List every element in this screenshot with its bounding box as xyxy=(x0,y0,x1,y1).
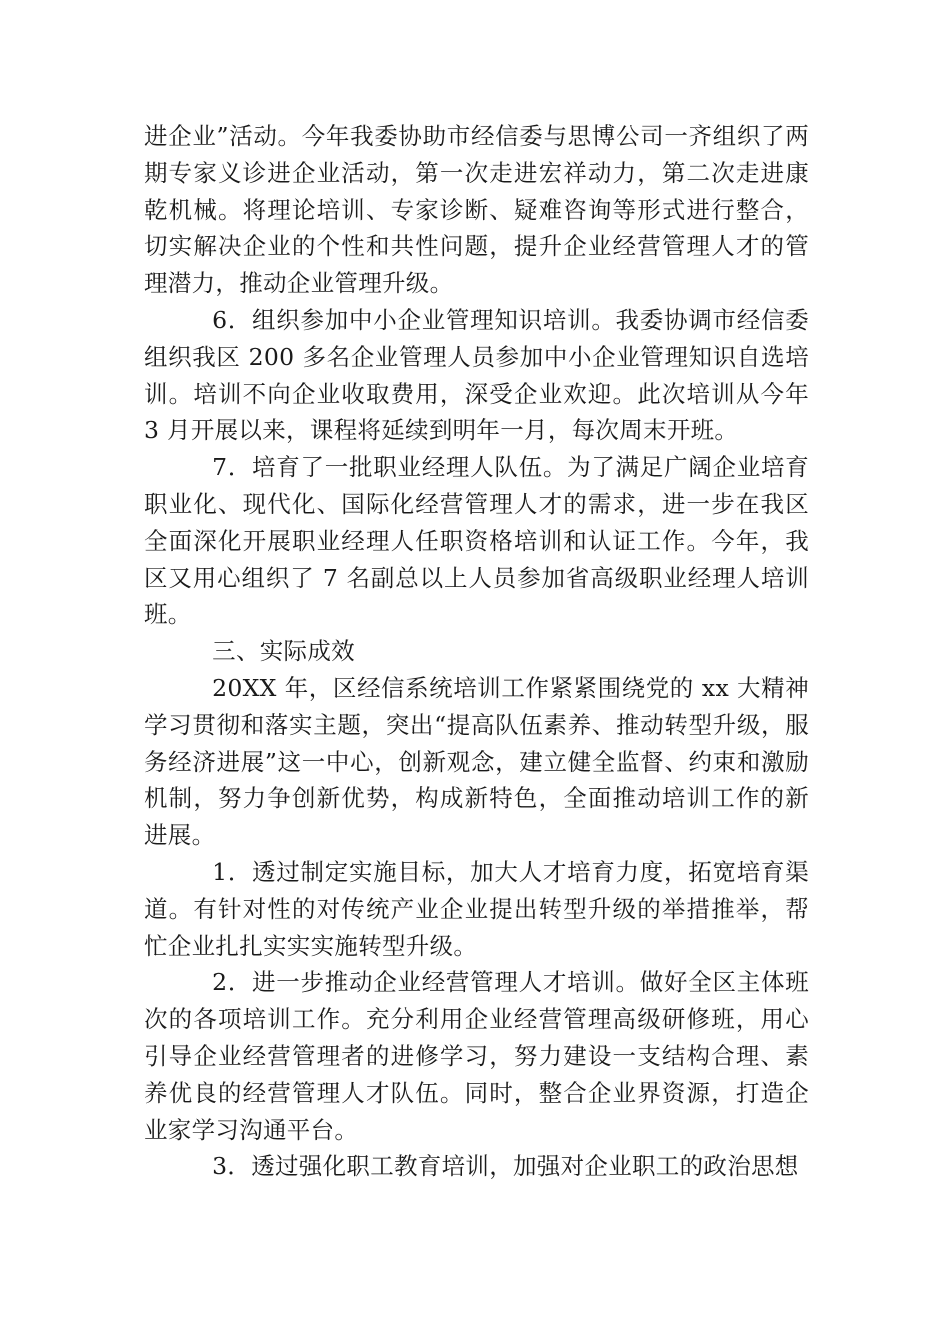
paragraph-item-7: 7．培育了一批职业经理人队伍。为了满足广阔企业培育职业化、现代化、国际化经营管理人才的需求，进一步在我区全面深化开展职业经理人任职资格培训和认证工作。今年，我区又用心组织了 7 名副总以上人员参加省高级职业经理人培训班。 xyxy=(144,453,809,629)
paragraph-result-1: 1．透过制定实施目标，加大人才培育力度，拓宽培育渠道。有针对性的对传统产业企业提出转型升级的举措推举，帮忙企业扎扎实实实施转型升级。 xyxy=(144,857,809,960)
section-heading: 三、实际成效 xyxy=(212,637,355,666)
document-body xyxy=(144,118,809,1185)
paragraph-item-6: 6．组织参加中小企业管理知识培训。我委协调市经信委组织我区 200 多名企业管理人员参加中小企业管理知识自选培训。培训不向企业收取费用，深受企业欢迎。此次培训从今年 3 月开展以来，课程将延续到明年一月，每次周末开班。 xyxy=(144,305,809,445)
paragraph-result-3: 3．透过强化职工教育培训，加强对企业职工的政治思想 xyxy=(212,1152,799,1181)
paragraph-continuation: 进企业”活动。今年我委协助市经信委与思博公司一齐组织了两期专家义诊进企业活动，第一次走进宏祥动力，第二次走进康乾机械。将理论培训、专家诊断、疑难咨询等形式进行整合，切实解决企业的个性和共性问题，提升企业经营管理人才的管理潜力，推动企业管理升级。 xyxy=(144,122,809,298)
paragraph-result-2: 2．进一步推动企业经营管理人才培训。做好全区主体班次的各项培训工作。充分利用企业经营管理高级研修班，用心引导企业经营管理者的进修学习，努力建设一支结构合理、素养优良的经营管理人才队伍。同时，整合企业界资源，打造企业家学习沟通平台。 xyxy=(144,968,809,1144)
paragraph-summary: 20XX 年，区经信系统培训工作紧紧围绕党的 xx 大精神学习贯彻和落实主题，突出“提高队伍素养、推动转型升级，服务经济进展”这一中心，创新观念，建立健全监督、约束和激励机制，努力争创新优势，构成新特色，全面推动培训工作的新进展。 xyxy=(144,673,809,850)
